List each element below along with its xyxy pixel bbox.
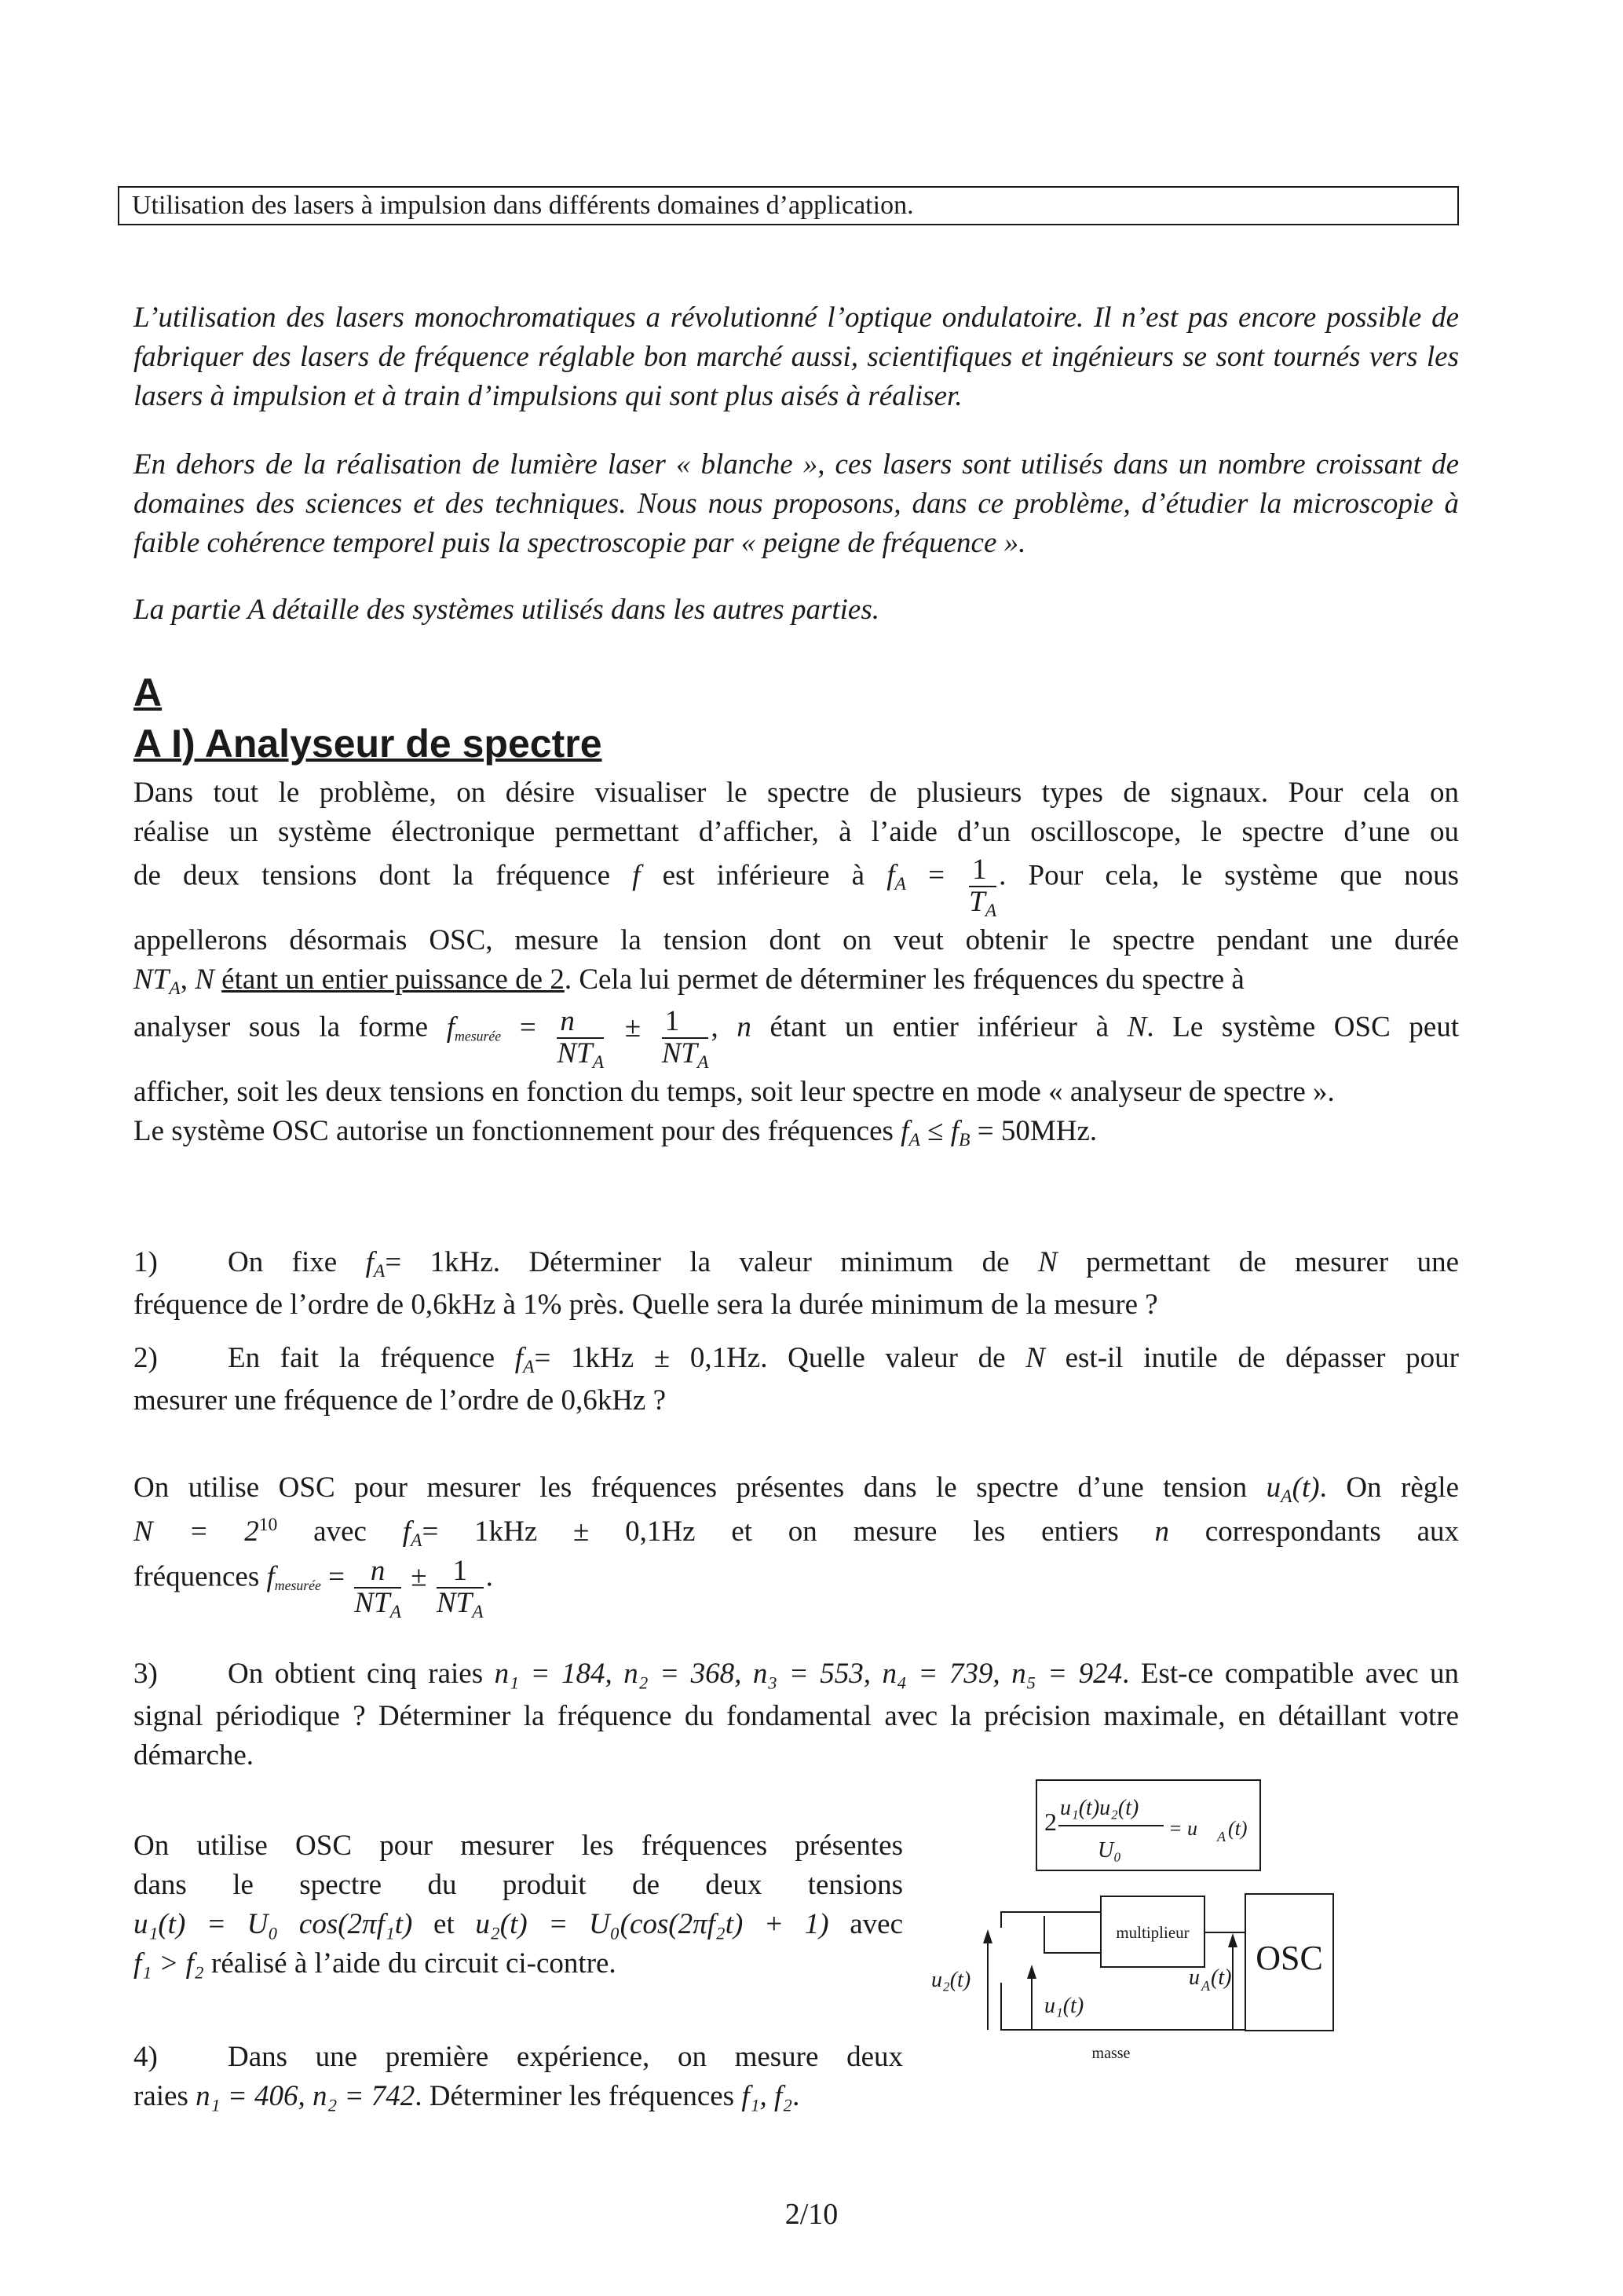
- main-line-7: afficher, soit les deux tensions en fonction du temps, soit leur spectre en mode « analyseur de spectre ».: [133, 1076, 1335, 1109]
- uA-arrowhead: [1228, 1933, 1237, 1947]
- multiplier-circuit-diagram: [927, 1779, 1335, 2100]
- u1-label: u₁(t): [1044, 1994, 1084, 2018]
- fraction-n-over-NTA-2: $\frac{n}{NT_A}$: [354, 1554, 402, 1622]
- uA-label: u: [1189, 1965, 1200, 1990]
- header-title: Utilisation des lasers à impulsion dans différents domaines d’application.: [132, 191, 914, 220]
- uA-label-sub: A: [1201, 1978, 1210, 1994]
- ground-label: masse: [1091, 2045, 1131, 2062]
- fraction-n-over-NTA: $\frac{n}{NT_A}$: [557, 1005, 605, 1073]
- question-2: 2) En fait la fréquence $f_A= 1kHz \pm 0,1Hz$. Quelle valeur de N est-il inutile de dépasser pour mesurer une fréquence de l’ordre de 0,6kHz ?: [133, 1342, 1459, 1417]
- main-line-2: réalise un système électronique permettant d’afficher, à l’aide d’un oscilloscope, le spectre d’une ou: [133, 815, 1459, 848]
- formula-numerator: u₁(t)u₂(t): [1060, 1796, 1139, 1820]
- main-paragraph: [133, 773, 1459, 1151]
- u2-arrowhead: [983, 1929, 992, 1943]
- uA-label-t: (t): [1211, 1965, 1232, 1990]
- intro-paragraph-1: L’utilisation des lasers monochromatiques a révolutionné l’optique ondulatoire. Il n’est pas encore possible de fabriquer des lasers de fréquence réglable bon marché aussi, scientifiques et ingénieurs se sont tournés vers les lasers à impulsion et à train d’impulsions qui sont plus aisés à réaliser.: [133, 302, 1459, 412]
- fraction-1-over-TA: $\frac{1}{T_A}$: [969, 853, 997, 921]
- multiplier-label: multiplieur: [1116, 1923, 1190, 1942]
- osc-label: OSC: [1256, 1939, 1323, 1977]
- formula-suffix-t: (t): [1228, 1817, 1248, 1840]
- formula-suffix: = u: [1168, 1817, 1198, 1840]
- formula-suffix-sub: A: [1217, 1829, 1226, 1844]
- question-1: 1) On fixe $f_A= 1kHz$. Déterminer la valeur minimum de N permettant de mesurer une fréquence de l’ordre de 0,6kHz à 1% près. Quelle sera la durée minimum de la mesure ?: [133, 1246, 1460, 1321]
- main-line-8: Le système OSC autorise un fonctionnement pour des fréquences $f_A \le f_B = 50MHz$.: [133, 1115, 1098, 1151]
- wire-u2-to-multiplier: [1001, 1912, 1101, 1928]
- main-line-4: appellerons désormais OSC, mesure la tension dont on veut obtenir le spectre pendant une durée: [133, 923, 1459, 956]
- section-title: A I) Analyseur de spectre: [133, 722, 602, 766]
- question-3: 3) On obtient cinq raies n₁ = 184, n₂ = 368, n₃ = 553, n₄ = 739, n₅ = 924. Est-ce compatible avec un signal périodique ? Déterminer la fréquence du fondamental avec la précision maximale, en détaillant votre démarche.: [133, 1658, 1460, 1771]
- header-title-box: [118, 186, 1459, 225]
- intro-paragraph-3: La partie A détaille des systèmes utilisés dans les autres parties.: [133, 594, 879, 626]
- u1-arrowhead: [1027, 1965, 1036, 1979]
- wire-u2-bottom: [1001, 1983, 1021, 2030]
- paragraph-3: On utilise OSC pour mesurer les fréquences présentes dans le spectre du produit de deux tensions u₁(t) = U₀ cos(2πf₁t) et u₂(t) = U₀(cos(2πf₂t) + 1) avec f₁ > f₂ réalisé à l’aide du circuit ci-contre.: [133, 1830, 903, 1980]
- intro-paragraph-2: En dehors de la réalisation de lumière laser « blanche », ces lasers sont utilisés dans un nombre croissant de domaines des sciences et des techniques. Nous nous proposons, dans ce problème, d’étudier la microscopie à faible cohérence temporel puis la spectroscopie par « peigne de fréquence ».: [133, 448, 1459, 559]
- fraction-1-over-NTA-2: $\frac{1}{NT_A}$: [436, 1554, 484, 1622]
- main-line-6: analyser sous la forme $f_{mesurée}$ = $\frac{n}{NT_A}$ ± $\frac{1}{NT_A}$ , n étant un entier inférieur à N. Le système OSC peut: [133, 1005, 1460, 1073]
- formula-prefix: 2: [1044, 1808, 1057, 1836]
- fraction-1-over-NTA: $\frac{1}{NT_A}$: [661, 1005, 709, 1073]
- paragraph-2: On utilise OSC pour mesurer les fréquences présentes dans le spectre d’une tension $u_A(t)$. On règle $N = 2^{10}$ avec $f_A= 1kHz \pm 0,1Hz$ et on mesure les entiers n correspondants aux fréquences $f_{mesurée}$ = $\frac{n}{NT_A}$ ± $\frac{1}{NT_A}$ .: [133, 1472, 1460, 1622]
- main-line-1: Dans tout le problème, on désire visualiser le spectre de plusieurs types de signaux. Pour cela on: [133, 777, 1459, 809]
- main-line-3: de deux tensions dont la fréquence f est inférieure à $f_A$ = $\frac{1}{T_A}$ . Pour cela, le système que nous: [133, 853, 1460, 921]
- question-4: 4) Dans une première expérience, on mesure deux raies n₁ = 406, n₂ = 742. Déterminer les fréquences f₁, f₂.: [133, 2041, 903, 2112]
- formula-denominator: U₀: [1098, 1838, 1121, 1863]
- main-line-5: $NT_A$, N étant un entier puissance de 2. Cela lui permet de déterminer les fréquences du spectre à: [133, 963, 1245, 999]
- page-number: 2/10: [784, 2198, 839, 2231]
- section-letter: A: [133, 671, 163, 715]
- wire-u1-to-multiplier: [1044, 1916, 1101, 1953]
- u2-label: u₂(t): [931, 1968, 971, 1992]
